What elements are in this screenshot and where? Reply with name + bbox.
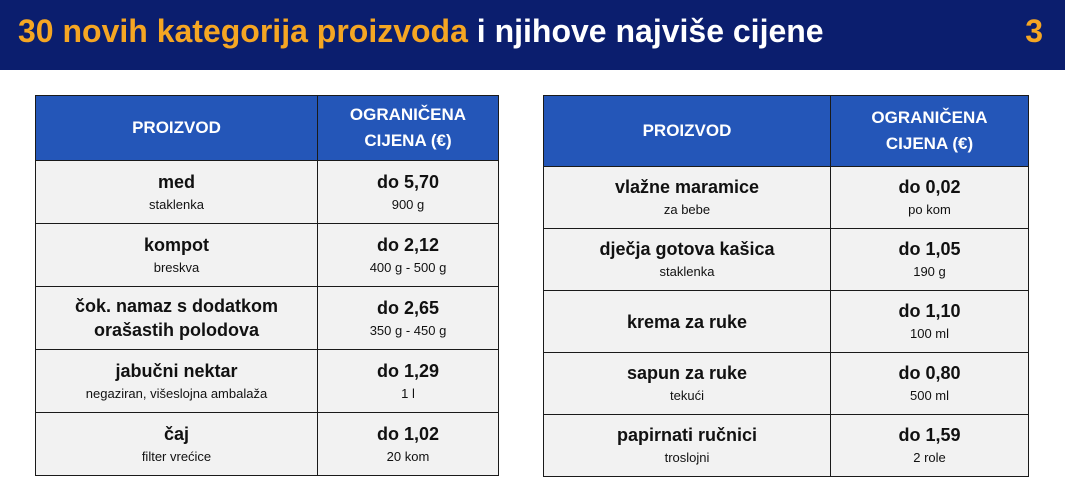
product-name: jabučni nektar bbox=[115, 360, 238, 381]
price-cell bbox=[318, 161, 499, 224]
price-value: do 1,59 bbox=[898, 425, 961, 445]
price-cell bbox=[318, 287, 499, 350]
price-table-right bbox=[543, 95, 1029, 477]
price-cell bbox=[831, 415, 1029, 477]
page-number: 3 bbox=[1025, 13, 1043, 49]
price-value: do 1,05 bbox=[898, 239, 961, 259]
product-name: čaj bbox=[163, 423, 190, 444]
product-name: vlažne maramice bbox=[614, 177, 760, 197]
table-row bbox=[544, 415, 1029, 477]
price-value: do 1,29 bbox=[376, 360, 440, 381]
package-size: 20 kom bbox=[386, 448, 430, 464]
price-cell bbox=[831, 229, 1029, 291]
product-name: krema za ruke bbox=[626, 311, 748, 332]
product-cell bbox=[544, 167, 831, 229]
product-description: filter vrećice bbox=[141, 448, 212, 464]
product-name: sapun za ruke bbox=[626, 363, 748, 383]
table-row bbox=[36, 224, 499, 287]
table-row bbox=[544, 353, 1029, 415]
product-description: tekući bbox=[670, 388, 704, 403]
column-header-price-line1: OGRANIČENA bbox=[349, 105, 467, 124]
price-cell bbox=[831, 167, 1029, 229]
product-description: staklenka bbox=[149, 196, 204, 212]
product-cell bbox=[36, 350, 318, 413]
table-row bbox=[544, 229, 1029, 291]
product-cell bbox=[36, 161, 318, 224]
price-cell bbox=[318, 350, 499, 413]
price-cell bbox=[318, 413, 499, 476]
price-value: do 1,02 bbox=[376, 423, 440, 444]
package-size: 400 g - 500 g bbox=[369, 259, 447, 275]
product-cell bbox=[36, 287, 318, 350]
column-header-price bbox=[831, 96, 1029, 167]
product-name: papirnati ručnici bbox=[616, 425, 758, 445]
package-size: 350 g - 450 g bbox=[369, 322, 447, 338]
product-name: med bbox=[157, 171, 195, 192]
product-name: čok. namaz s dodatkom orašastih polodova bbox=[74, 296, 279, 340]
package-size: 100 ml bbox=[909, 326, 950, 341]
price-value: do 0,02 bbox=[898, 177, 961, 197]
title-banner bbox=[0, 0, 1065, 70]
table-header-row bbox=[544, 96, 1029, 167]
page-title-highlight: 30 novih kategorija proizvoda bbox=[18, 13, 468, 49]
column-header-price-line1: OGRANIČENA bbox=[871, 108, 988, 127]
package-size: 2 role bbox=[913, 450, 946, 465]
table-row bbox=[544, 167, 1029, 229]
table-row bbox=[36, 287, 499, 350]
price-cell bbox=[831, 353, 1029, 415]
price-value: do 2,12 bbox=[376, 234, 440, 255]
column-header-price-line2: CIJENA (€) bbox=[885, 134, 974, 153]
package-size: 900 g bbox=[391, 196, 425, 212]
product-name: dječja gotova kašica bbox=[599, 239, 775, 259]
product-cell bbox=[544, 229, 831, 291]
product-name: kompot bbox=[144, 234, 209, 255]
price-cell bbox=[318, 224, 499, 287]
price-value: do 5,70 bbox=[376, 171, 440, 192]
table-row bbox=[544, 291, 1029, 353]
product-description: negaziran, višeslojna ambalaža bbox=[85, 385, 268, 401]
product-cell bbox=[544, 353, 831, 415]
price-value: do 0,80 bbox=[898, 363, 961, 383]
price-table-left bbox=[35, 95, 499, 476]
price-value: do 2,65 bbox=[376, 297, 440, 318]
page-title-rest: i njihove najviše cijene bbox=[467, 13, 824, 49]
table-row bbox=[36, 413, 499, 476]
product-description: breskva bbox=[153, 259, 200, 275]
page-title bbox=[18, 13, 824, 50]
product-cell bbox=[544, 415, 831, 477]
table-row bbox=[36, 350, 499, 413]
package-size: 190 g bbox=[913, 264, 946, 279]
package-size: po kom bbox=[908, 202, 951, 217]
price-cell bbox=[831, 291, 1029, 353]
column-header-product: PROIZVOD bbox=[36, 96, 318, 161]
column-header-price bbox=[318, 96, 499, 161]
product-cell bbox=[544, 291, 831, 353]
price-value: do 1,10 bbox=[898, 301, 961, 321]
package-size: 500 ml bbox=[909, 388, 950, 403]
product-description: za bebe bbox=[663, 202, 711, 217]
table-row bbox=[36, 161, 499, 224]
product-cell bbox=[36, 413, 318, 476]
product-cell bbox=[36, 224, 318, 287]
package-size: 1 l bbox=[401, 385, 415, 401]
product-description: troslojni bbox=[664, 450, 710, 465]
product-description: staklenka bbox=[659, 264, 715, 279]
column-header-price-line2: CIJENA (€) bbox=[364, 131, 452, 150]
column-header-product: PROIZVOD bbox=[544, 96, 831, 167]
table-header-row bbox=[36, 96, 499, 161]
